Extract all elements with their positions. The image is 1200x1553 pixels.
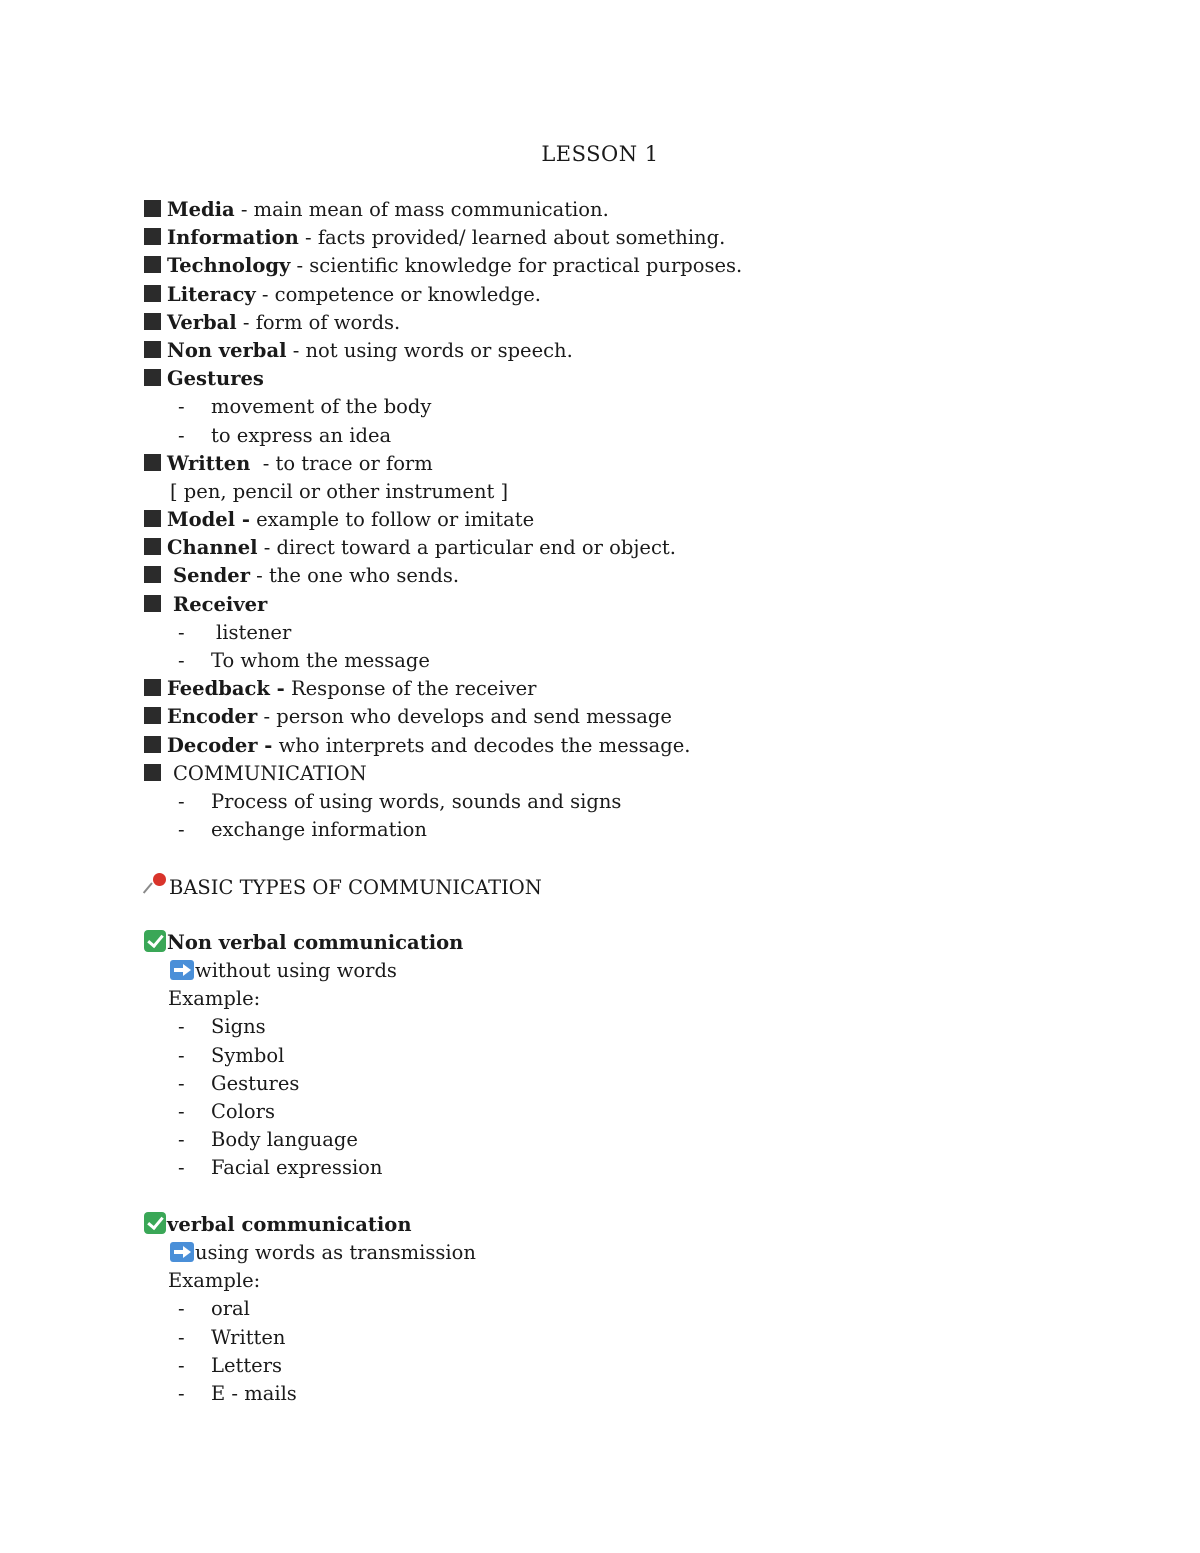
- list-item: - Gestures: [144, 1070, 1044, 1098]
- black-square-icon: [144, 595, 161, 612]
- black-square-icon: [144, 256, 161, 273]
- term-decoder: Decoder - who interprets and decodes the message.: [144, 732, 1044, 760]
- term-communication: COMMUNICATION: [144, 760, 1044, 788]
- term-sender: Sender - the one who sends.: [144, 562, 1044, 590]
- list-item: - Process of using words, sounds and signs: [144, 788, 1044, 816]
- list-item: - to express an idea: [144, 422, 1044, 450]
- term-feedback: Feedback - Response of the receiver: [144, 675, 1044, 703]
- black-square-icon: [144, 566, 161, 583]
- term-information: Information - facts provided/ learned about something.: [144, 224, 1044, 252]
- check-mark-button-icon: [144, 1212, 166, 1234]
- term-literacy: Literacy - competence or knowledge.: [144, 281, 1044, 309]
- black-square-icon: [144, 285, 161, 302]
- term-model: Model - example to follow or imitate: [144, 506, 1044, 534]
- term-written: Written - to trace or form: [144, 450, 1044, 478]
- dash-bullet: -: [178, 1043, 185, 1067]
- dash-bullet: -: [178, 818, 185, 842]
- list-item: - To whom the message: [144, 647, 1044, 675]
- spacer: [144, 844, 1044, 872]
- dash-bullet: -: [178, 395, 185, 419]
- list-item: - exchange information: [144, 816, 1044, 844]
- term-gestures: Gestures: [144, 365, 1044, 393]
- check-mark-button-icon: [144, 930, 166, 952]
- dash-bullet: -: [178, 1381, 185, 1405]
- pushpin-icon: [144, 873, 168, 897]
- black-square-icon: [144, 228, 161, 245]
- black-square-icon: [144, 736, 161, 753]
- list-item: - Body language: [144, 1126, 1044, 1154]
- list-item: - listener: [144, 619, 1044, 647]
- document-body: [144, 196, 1044, 1408]
- term-technology: Technology - scientific knowledge for practical purposes.: [144, 252, 1044, 280]
- term-encoder: Encoder - person who develops and send message: [144, 703, 1044, 731]
- list-item: - movement of the body: [144, 393, 1044, 421]
- dash-bullet: -: [178, 1353, 185, 1377]
- term-media: Media - main mean of mass communication.: [144, 196, 1044, 224]
- dash-bullet: -: [178, 1128, 185, 1152]
- list-item: - Letters: [144, 1352, 1044, 1380]
- dash-bullet: -: [178, 423, 185, 447]
- black-square-icon: [144, 341, 161, 358]
- verbal-example-label: Example:: [168, 1269, 261, 1293]
- subheading-verbal-communication: verbal communication: [144, 1211, 1044, 1239]
- black-square-icon: [144, 764, 161, 781]
- page-title: LESSON 1: [541, 142, 659, 166]
- dash-bullet: -: [178, 1297, 185, 1321]
- black-square-icon: [144, 313, 161, 330]
- dash-bullet: -: [178, 1325, 185, 1349]
- list-item: - Signs: [144, 1013, 1044, 1041]
- list-item: - oral: [144, 1295, 1044, 1323]
- subheading-nonverbal-communication: Non verbal communication: [144, 929, 1044, 957]
- written-note: [ pen, pencil or other instrument ]: [170, 479, 509, 503]
- spacer: [144, 901, 1044, 929]
- right-arrow-icon: [170, 960, 194, 980]
- black-square-icon: [144, 454, 161, 471]
- term-verbal: Verbal - form of words.: [144, 309, 1044, 337]
- section-heading-basic-types: BASIC TYPES OF COMMUNICATION: [144, 873, 1044, 901]
- black-square-icon: [144, 538, 161, 555]
- list-item: - Facial expression: [144, 1154, 1044, 1182]
- black-square-icon: [144, 510, 161, 527]
- list-item: - Symbol: [144, 1042, 1044, 1070]
- black-square-icon: [144, 707, 161, 724]
- list-item: - Colors: [144, 1098, 1044, 1126]
- list-item: - Written: [144, 1324, 1044, 1352]
- dash-bullet: -: [178, 789, 185, 813]
- dash-bullet: -: [178, 1015, 185, 1039]
- term-receiver: Receiver: [144, 591, 1044, 619]
- dash-bullet: -: [178, 620, 185, 644]
- term-channel: Channel - direct toward a particular end or object.: [144, 534, 1044, 562]
- list-item: - E - mails: [144, 1380, 1044, 1408]
- black-square-icon: [144, 679, 161, 696]
- verbal-description: using words as transmission: [144, 1239, 1044, 1267]
- black-square-icon: [144, 200, 161, 217]
- dash-bullet: -: [178, 1071, 185, 1095]
- term-non-verbal: Non verbal - not using words or speech.: [144, 337, 1044, 365]
- nonverbal-description: without using words: [144, 957, 1044, 985]
- spacer: [144, 1183, 1044, 1211]
- right-arrow-icon: [170, 1242, 194, 1262]
- nonverbal-example-label: Example:: [168, 987, 261, 1011]
- dash-bullet: -: [178, 1100, 185, 1123]
- dash-bullet: -: [178, 1156, 185, 1180]
- black-square-icon: [144, 369, 161, 386]
- dash-bullet: -: [178, 649, 185, 672]
